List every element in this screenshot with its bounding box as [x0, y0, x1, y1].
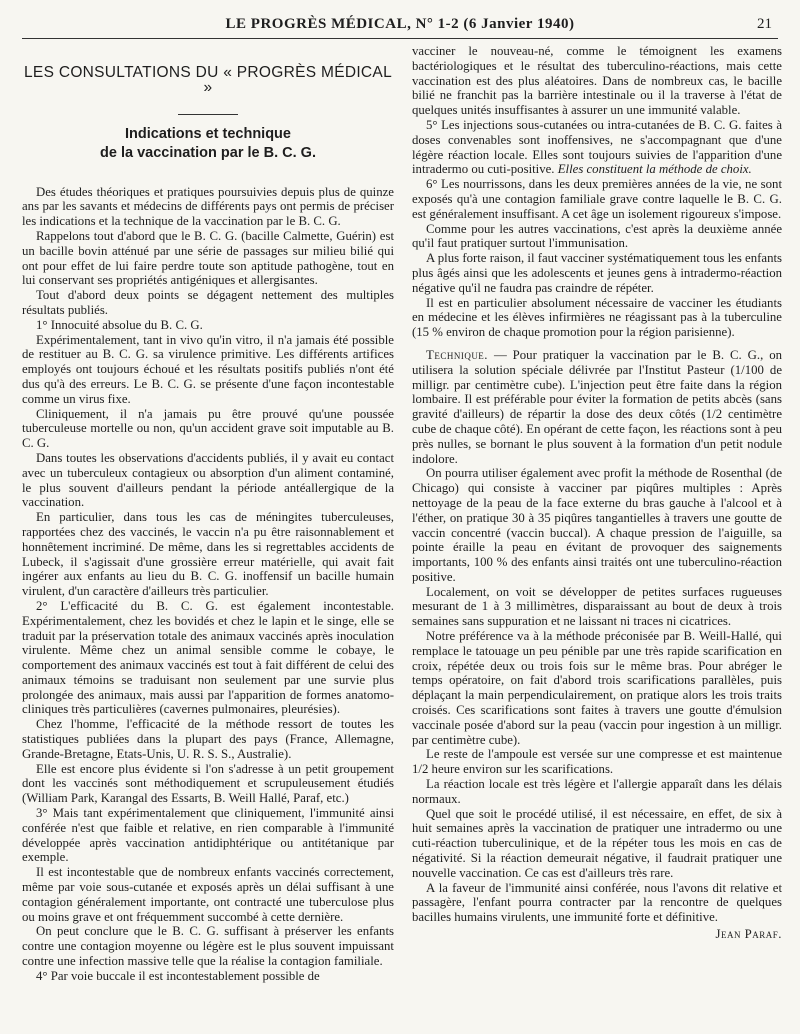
- paragraph: Dans toutes les observations d'accidents publiés, il y avait eu contact avec un tuberculeux contagieux ou absorption d'un aliment contaminé, le plus souvent d'ailleurs pendant la période antéallergique de la vaccination.: [22, 450, 394, 510]
- paragraph: Il est en particulier absolument nécessaire de vacciner les étudiants en médecine et les élèves infirmières ne réagissant pas à la tuberculine (15 % environ de chaque promotion pour la région parisienne).: [412, 295, 782, 340]
- paragraph: Rappelons tout d'abord que le B. C. G. (bacille Calmette, Guérin) est un bacille bovin atténué par une série de passages sur milieu bilié qui ont pour effet de lui faire perdre toute son aptitude pathogène, tout en lui conservant ses propriétés antigéniques et allergisantes.: [22, 228, 394, 288]
- paragraph: La réaction locale est très légère et l'allergie apparaît dans les délais normaux.: [412, 777, 782, 806]
- paragraph: Elle est encore plus évidente si l'on s'adresse à un petit groupement dont les vaccinés sont méthodiquement et scrupuleusement étudiés (William Park, Karangal des Essarts, B. Weill Hallé, Paraf, etc.): [22, 761, 394, 806]
- article-title-line-2: de la vaccination par le B. C. G.: [100, 144, 316, 161]
- numbered-point: 3° Mais tant expérimentalement que cliniquement, l'immunité ainsi conférée n'est que faible et relative, en rien comparable à l'immunité développée après vaccination antidiphtérique ou antitétanique par exemple.: [22, 806, 394, 865]
- left-column: [22, 44, 394, 984]
- paragraph: A la faveur de l'immunité ainsi conférée, nous l'avons dit relative et passagère, l'enfant pourra contracter par la rencontre de quelques bacilles humains virulents, une immunité forte et définitive.: [412, 880, 782, 925]
- technique-heading: Technique.: [426, 347, 489, 362]
- page-number: 21: [757, 16, 772, 32]
- paragraph: Chez l'homme, l'efficacité de la méthode ressort de toutes les statistiques publiées dans la plupart des pays (France, Allemagne, Grande-Bretagne, Etats-Unis, U. R. S. S., Australie).: [22, 717, 394, 761]
- running-header: [22, 16, 778, 39]
- paragraph: Le reste de l'ampoule est versée sur une compresse et est maintenue 1/2 heure environ sur les scarifications.: [412, 747, 782, 777]
- right-column: [412, 44, 782, 942]
- paragraph: Il est incontestable que de nombreux enfants vaccinés correctement, même par voie sous-cutanée et exposés après un délai suffisant à une contagion généralement importante, ont contracté une tuberculose plus ou moins grave et ont fréquemment succombé à cette dernière.: [22, 865, 394, 924]
- point-5-text: 5° Les injections sous-cutanées ou intra-cutanées de B. C. G. faites à doses convenables sont inoffensives, ne s'accompagnant que d'une légère réaction locale. Elles sont toujours suivies de l'apparition d'une intradermo ou cuti-positive.: [412, 117, 782, 177]
- technique-text: — Pour pratiquer la vaccination par le B. C. G., on utilisera la solution spéciale délivrée par l'Institut Pasteur (1/100 de milligr. par centimètre cube). L'injection peut être faite dans la région lombaire. Il est préférable pour éviter la formation de petits abcès (sans gravité d'ailleurs) de répartir la dose des deux côtés (1/2 centimètre cube de chaque côté). En opérant de cette façon, les réactions sont à peu près nulles, se bornant le plus souvent à la formation d'un petit nodule indolore.: [412, 347, 782, 466]
- paragraph-continuation: vacciner le nouveau-né, comme le témoignent les examens bactériologiques et le résultat des tuberculino-réactions, mais cette vaccination est des plus aléatoires. Dans de nombreux cas, le bacille bilié ne franchit pas la barrière intestinale ou il la traverse à l'état de quelques unités insuffisantes à assurer un une immunité valable.: [412, 44, 782, 118]
- numbered-point: 2° L'efficacité du B. C. G. est également incontestable. Expérimentalement, chez les bovidés et chez le lapin et le singe, elle se traduit par la préservation totale des animaux vaccinés après inoculation virulente. Même chez un animal sensible comme le cobaye, le comportement des animaux vaccinés est tout à fait différent de celui des animaux témoins se traduisant non seulement par une survie plus prolongée des animaux, mais aussi par l'apparition de formes anatomo-cliniques très particulières (cavernes pulmonaires, pleurésies).: [22, 598, 394, 717]
- numbered-point: 6° Les nourrissons, dans les deux premières années de la vie, ne sont exposés qu'à une contagion familiale grave contre laquelle le B. C. G. est généralement insuffisant. A cet âge un isolement rigoureux s'impose.: [412, 177, 782, 221]
- paragraph: Quel que soit le procédé utilisé, il est nécessaire, en effet, de six à huit semaines après la vaccination de pratiquer une intradermo ou une cuti-réaction tuberculinique, et de la répéter tous les mois en cas de négativité. Si la réaction demeurait négative, il faudrait pratiquer une nouvelle vaccination. Ce cas est d'ailleurs très rare.: [412, 806, 782, 880]
- title-divider: [178, 114, 238, 115]
- paragraph: Cliniquement, il n'a jamais pu être prouvé qu'une poussée tuberculeuse mortelle ou non, qu'un accident grave soit imputable au B. C. G.: [22, 406, 394, 451]
- paragraph: En particulier, dans tous les cas de méningites tuberculeuses, rapportées chez des vaccinés, le vaccin n'a pu être raisonnablement et honnêtement incriminé. De même, dans les si regrettables accidents de Lubeck, il s'agissait d'une grossière erreur matérielle, qui avait fait ingérer aux enfants au lieu du B. C. G. inoffensif un bacille humain virulent, d'un caractère d'ailleurs très particulier.: [22, 510, 394, 599]
- paragraph: Comme pour les autres vaccinations, c'est après la deuxième année qu'il faut pratiquer surtout l'immunisation.: [412, 221, 782, 251]
- paragraph: On pourra utiliser également avec profit la méthode de Rosenthal (de Chicago) qui consiste à vacciner par piqûres multiples : Après nettoyage de la peau de la face externe du bras gauche à l'alcool et à l'éther, on pratique 30 à 35 piqûres tangantielles à travers une goutte de vaccin concentré (vaccin buccal). A chaque pression de l'aiguille, sa pointe éraille la peau en évitant de provoquer des saignements importants, 100 % des enfants ainsi traités ont une tuberculino-réaction positive.: [412, 466, 782, 584]
- paragraph: Expérimentalement, tant in vivo qu'in vitro, il n'a jamais été possible de restituer au B. C. G. sa virulence primitive. Les différents artifices employés ont toujours échoué et les résultats positifs publiés n'ont été dus qu'à des erreurs. Le B. C. G. se présente d'une façon incontestable comme un virus fixe.: [22, 332, 394, 406]
- technique-paragraph: [412, 348, 782, 466]
- numbered-point: 4° Par voie buccale il est incontestablement possible de: [36, 968, 320, 983]
- paragraph: Localement, on voit se développer de petites surfaces rugueuses mesurant de 1 à 3 millimètres, disparaissant au bout de deux à trois semaines sans suppuration et ne laissant ni traces ni cicatrices.: [412, 584, 782, 629]
- article-title: [22, 125, 394, 163]
- running-title: LE PROGRÈS MÉDICAL, N° 1-2 (6 Janvier 1940): [225, 16, 575, 32]
- point-5-emphasis: Elles constituent la méthode de choix.: [557, 162, 752, 177]
- paragraph: Tout d'abord deux points se dégagent nettement des multiples résultats publiés.: [22, 288, 394, 317]
- numbered-point: [412, 118, 782, 177]
- numbered-point: 1° Innocuité absolue du B. C. G.: [36, 317, 203, 332]
- paragraph: Des études théoriques et pratiques poursuivies depuis plus de quinze ans par les savants et médecins de différents pays ont permis de préciser les indications et la technique de la vaccination par le B. C. G.: [22, 184, 394, 229]
- section-title: LES CONSULTATIONS DU « PROGRÈS MÉDICAL »: [24, 64, 392, 96]
- article-title-line-1: Indications et technique: [125, 125, 291, 142]
- paragraph: Notre préférence va à la méthode préconisée par B. Weill-Hallé, qui remplace le tatouage un peu pénible par une très rapide scarification en croix, répétée deux ou trois fois sur le même bras. Pour abréger le temps opératoire, on fait d'abord trois scarifications parallèles, puis déplaçant la main perpendiculairement, on pratique alors les trois traits croisés. Ces scarifications sont faites à travers une goutte d'émulsion vaccinale posée d'abord sur la peau (vaccin pour ingestion à un milligr. par centimètre cube).: [412, 629, 782, 747]
- paragraph: On peut conclure que le B. C. G. suffisant à préserver les enfants contre une contagion moyenne ou légère est le plus souvent impuissant contre une infection massive telle que la réalise la contagion familiale.: [22, 924, 394, 969]
- paragraph: A plus forte raison, il faut vacciner systématiquement tous les enfants plus âgés ainsi que les adolescents et jeunes gens à intradermo-réaction négative qu'il ne faudra pas craindre de répéter.: [412, 251, 782, 295]
- author-signature: Jean Paraf.: [715, 927, 782, 942]
